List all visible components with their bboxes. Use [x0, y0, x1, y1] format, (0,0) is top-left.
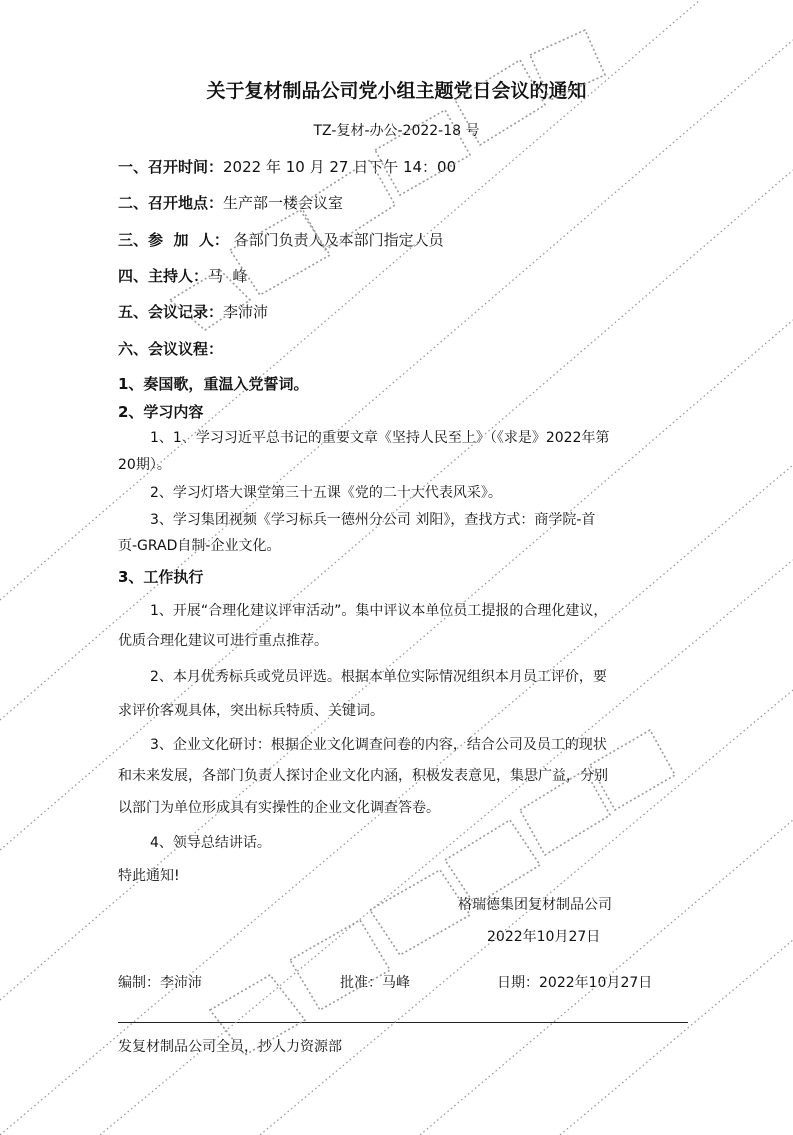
item-agenda [118, 342, 223, 357]
closing-text: 特此通知! [118, 868, 180, 884]
section-work: 3、工作执行 [118, 568, 204, 586]
doc-number: TZ-复材-办公-2022-18 号 [313, 123, 480, 139]
item-attendees-value: 各部门负责人及本部门指定人员 [228, 231, 444, 249]
item-location-label: 二、召开地点： [118, 194, 224, 212]
footer-divider [118, 1022, 688, 1023]
work-line-4: 求评价客观具体，突出标兵特质、关键词。 [118, 703, 384, 719]
study-line-5: 页-GRAD自制-企业文化。 [118, 538, 281, 554]
work-line-7: 以部门为单位形成具有实操性的企业文化调查答卷。 [118, 800, 440, 816]
work-line-1: 1、开展“合理化建议评审活动”。集中评议本单位员工提报的合理化建议， [150, 603, 608, 619]
section-anthem: 1、奏国歌，重温入党誓词。 [118, 375, 309, 393]
item-host-value: 马 峰 [208, 267, 248, 285]
work-line-5: 3、企业文化研讨：根据企业文化调查问卷的内容，结合公司及员工的现状 [150, 737, 607, 753]
section-study: 2、学习内容 [118, 403, 204, 421]
item-attendees [118, 233, 444, 248]
doc-title: 关于复材制品公司党小组主题党日会议的通知 [206, 80, 587, 102]
item-time-value: 2022 年 10 月 27 日下午 14：00 [223, 158, 457, 176]
item-location [118, 196, 343, 211]
signature-company: 格瑞德集团复材制品公司 [458, 897, 612, 913]
footer-approver: 批准：马峰 [340, 975, 410, 991]
study-line-3: 2、学习灯塔大课堂第三十五课《党的二十大代表风采》。 [150, 485, 502, 501]
item-recorder-value: 李沛沛 [223, 303, 269, 321]
work-line-8: 4、领导总结讲话。 [150, 835, 271, 851]
footer-date: 日期：2022年10月27日 [497, 975, 653, 991]
item-recorder [118, 305, 268, 320]
item-attendees-label: 三、参 加 人： [118, 231, 229, 249]
work-line-2: 优质合理化建议可进行重点推荐。 [118, 633, 328, 649]
item-agenda-label: 六、会议议程： [118, 340, 224, 358]
item-time [118, 160, 456, 175]
work-line-6: 和未来发展，各部门负责人探讨企业文化内涵，积极发表意见，集思广益，分别 [118, 768, 608, 784]
item-host [118, 269, 248, 284]
signature-date: 2022年10月27日 [487, 929, 601, 945]
item-time-label: 一、召开时间： [118, 158, 224, 176]
item-host-label: 四、主持人： [118, 267, 209, 285]
study-line-1: 1、1、学习习近平总书记的重要文章《坚持人民至上》（《求是》2022年第 [150, 430, 610, 446]
work-line-3: 2、本月优秀标兵或党员评选。根据本单位实际情况组织本月员工评价，要 [150, 669, 607, 685]
study-line-2: 20期）。 [118, 457, 171, 473]
item-location-value: 生产部一楼会议室 [223, 194, 344, 212]
item-recorder-label: 五、会议记录： [118, 303, 224, 321]
watermark-stamp-upper [170, 30, 605, 330]
distribution-note: 发复材制品公司全员，抄人力资源部 [118, 1039, 342, 1055]
footer-editor: 编制：李沛沛 [118, 975, 202, 991]
study-line-4: 3、学习集团视频《学习标兵一德州分公司 刘阳》，查找方式：商学院-首 [150, 512, 596, 528]
